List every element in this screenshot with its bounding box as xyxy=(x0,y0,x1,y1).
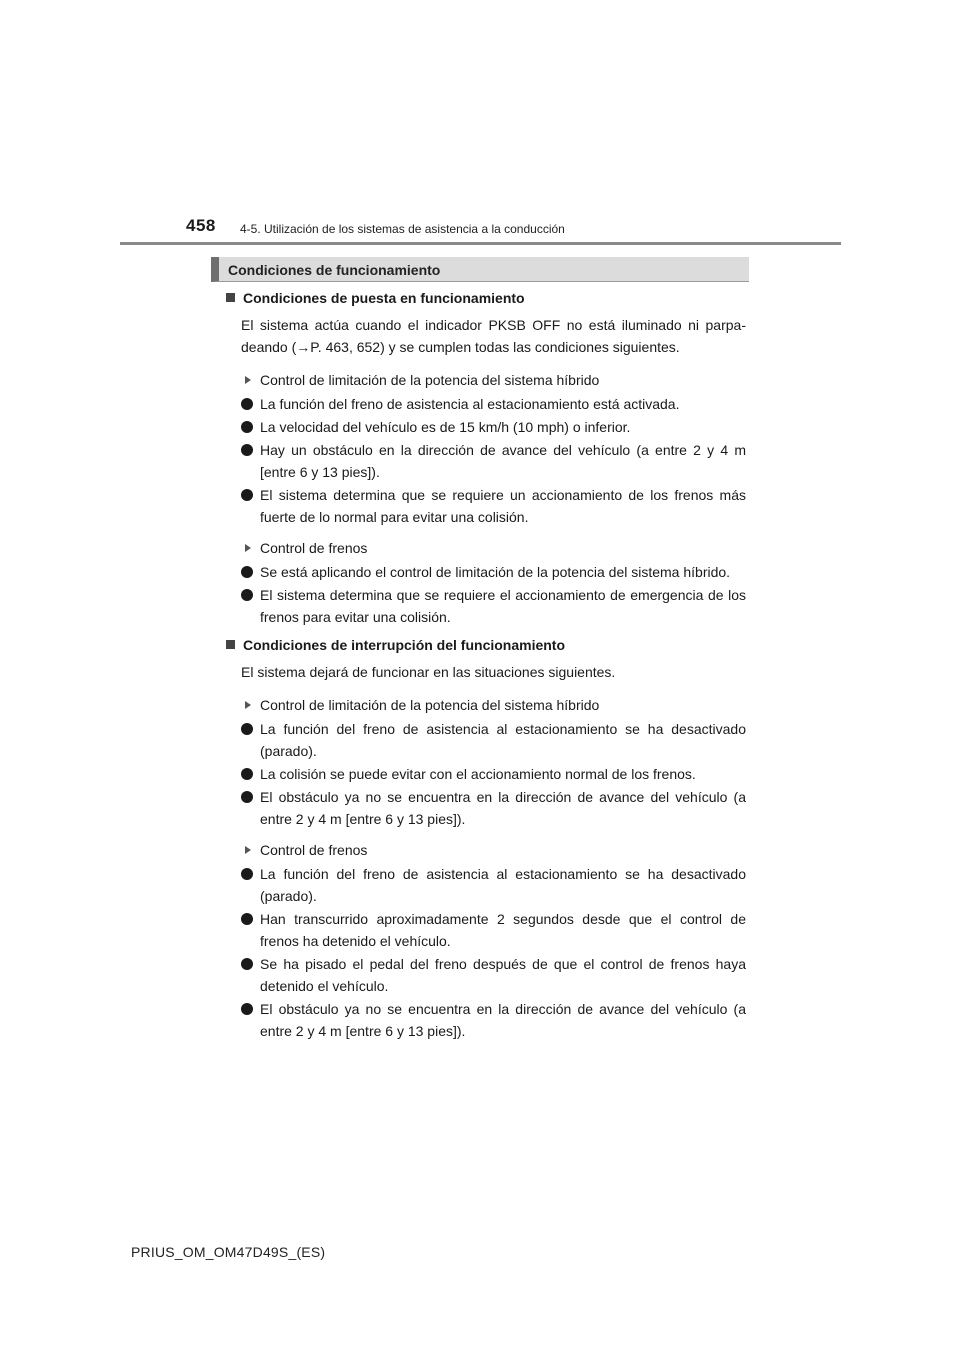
dot-bullet-icon xyxy=(241,913,253,925)
list-item xyxy=(224,953,746,997)
header-rule xyxy=(120,242,841,245)
section-title: 4-5. Utilización de los sistemas de asistencia a la conducción xyxy=(240,222,565,236)
triangle-bullet-icon xyxy=(245,846,251,854)
dot-bullet-icon xyxy=(241,444,253,456)
dot-bullet-icon xyxy=(241,768,253,780)
paragraph: El sistema dejará de funcionar en las situaciones siguientes. xyxy=(241,664,616,680)
list-item-text: El obstáculo ya no se encuentra en la dirección de avance del vehículo (a entre 2 y 4 m [entre 6 y 13 pies]). xyxy=(260,1001,746,1039)
list-item xyxy=(224,786,746,830)
triangle-bullet-icon xyxy=(245,701,251,709)
subheading xyxy=(224,537,746,559)
dot-bullet-icon xyxy=(241,1003,253,1015)
list-item xyxy=(224,908,746,952)
list-item xyxy=(224,718,746,762)
square-bullet-icon xyxy=(226,293,235,302)
heading-text: Condiciones de puesta en funcionamiento xyxy=(243,290,525,306)
content xyxy=(224,287,746,1042)
page-number: 458 xyxy=(186,216,216,235)
list-item xyxy=(224,998,746,1042)
dot-bullet-icon xyxy=(241,489,253,501)
section-heading xyxy=(224,287,746,309)
list-item-text: El sistema determina que se requiere un accionamiento de los frenos más fuerte de lo normal para evitar una colisión. xyxy=(260,487,746,525)
list-item xyxy=(224,863,746,907)
list-item xyxy=(224,584,746,628)
list-item xyxy=(224,439,746,483)
dot-bullet-icon xyxy=(241,566,253,578)
subheading xyxy=(224,369,746,391)
subheading xyxy=(224,694,746,716)
triangle-bullet-icon xyxy=(245,544,251,552)
dot-bullet-icon xyxy=(241,791,253,803)
list-item-text: La función del freno de asistencia al estacionamiento se ha desactivado (parado). xyxy=(260,866,746,904)
dot-bullet-icon xyxy=(241,421,253,433)
section-heading xyxy=(224,634,746,656)
list-item xyxy=(224,393,746,415)
section-band xyxy=(211,257,749,282)
paragraph: El sistema actúa cuando el indicador PKSB OFF no está iluminado ni parpa-deando (→P. 463, 652) y se cumplen todas las condiciones siguientes. xyxy=(241,317,746,355)
subheading-text: Control de frenos xyxy=(260,540,368,556)
square-bullet-icon xyxy=(226,640,235,649)
subheading xyxy=(224,839,746,861)
dot-bullet-icon xyxy=(241,958,253,970)
list-item-text: El obstáculo ya no se encuentra en la dirección de avance del vehículo (a entre 2 y 4 m [entre 6 y 13 pies]). xyxy=(260,789,746,827)
list-item-text: La función del freno de asistencia al estacionamiento se ha desactivado (parado). xyxy=(260,721,746,759)
subheading-text: Control de frenos xyxy=(260,842,368,858)
subheading-text: Control de limitación de la potencia del sistema híbrido xyxy=(260,372,600,388)
band-title: Condiciones de funcionamiento xyxy=(228,262,441,278)
list-item-text: La colisión se puede evitar con el accionamiento normal de los frenos. xyxy=(260,766,696,782)
list-item xyxy=(224,416,746,438)
list-item-text: La función del freno de asistencia al estacionamiento está activada. xyxy=(260,396,680,412)
dot-bullet-icon xyxy=(241,589,253,601)
list-item-text: Hay un obstáculo en la dirección de avance del vehículo (a entre 2 y 4 m [entre 6 y 13 pies]). xyxy=(260,442,746,480)
list-item-text: El sistema determina que se requiere el accionamiento de emergencia de los frenos para evitar una colisión. xyxy=(260,587,746,625)
dot-bullet-icon xyxy=(241,868,253,880)
footer-code: PRIUS_OM_OM47D49S_(ES) xyxy=(131,1244,326,1260)
list-item xyxy=(224,763,746,785)
list-item-text: Han transcurrido aproximadamente 2 segundos desde que el control de frenos ha detenido el vehículo. xyxy=(260,911,746,949)
list-item-text: Se ha pisado el pedal del freno después de que el control de frenos haya detenido el vehículo. xyxy=(260,956,746,994)
subheading-text: Control de limitación de la potencia del sistema híbrido xyxy=(260,697,600,713)
dot-bullet-icon xyxy=(241,723,253,735)
list-item-text: Se está aplicando el control de limitación de la potencia del sistema híbrido. xyxy=(260,564,731,580)
heading-text: Condiciones de interrupción del funcionamiento xyxy=(243,637,566,653)
triangle-bullet-icon xyxy=(245,376,251,384)
list-item xyxy=(224,484,746,528)
list-item xyxy=(224,561,746,583)
dot-bullet-icon xyxy=(241,398,253,410)
list-item-text: La velocidad del vehículo es de 15 km/h (10 mph) o inferior. xyxy=(260,419,631,435)
